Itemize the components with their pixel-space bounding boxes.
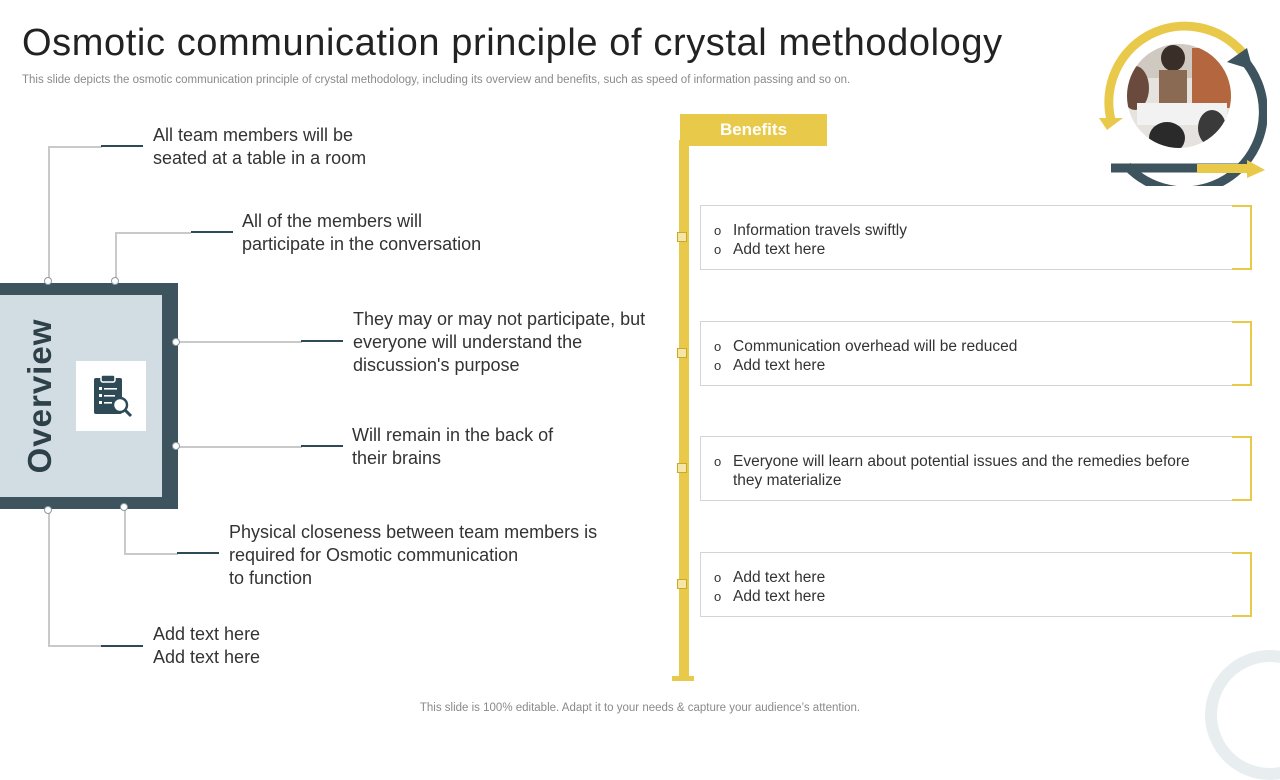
benefit-card (700, 436, 1252, 501)
connector-dot (172, 442, 180, 450)
card-accent (1232, 436, 1252, 501)
connector-dot (172, 338, 180, 346)
point-dash (101, 145, 143, 147)
benefits-title: Benefits (680, 114, 827, 146)
connector-line (124, 509, 126, 554)
overview-point-6: Add text here Add text here (153, 624, 261, 667)
connector-line (48, 645, 102, 647)
connector-line (48, 146, 102, 148)
overview-label: Overview (21, 318, 58, 474)
timeline-marker (677, 579, 687, 589)
connector-line (48, 512, 50, 646)
benefit-line: o Information travels swiftly (714, 222, 907, 239)
connector-line (115, 232, 117, 281)
point-dash (301, 445, 343, 447)
clipboard-search-icon (76, 361, 146, 431)
page-subtitle: This slide depicts the osmotic communication principle of crystal methodology, including its overview and benefits, such as speed of information passing and so on. (22, 74, 851, 86)
benefits-timeline-foot (672, 676, 694, 681)
meeting-photo (1117, 38, 1247, 158)
overview-point-5: Physical closeness between team members is required for Osmotic communication to function (229, 522, 598, 588)
point-dash (101, 645, 143, 647)
benefit-line: o Add text here (714, 569, 826, 586)
decorative-ring (1205, 650, 1280, 780)
point-dash (177, 552, 219, 554)
overview-point-1: All team members will be seated at a table in a room (153, 125, 367, 168)
benefits-timeline-bar (679, 140, 689, 678)
connector-line (48, 146, 50, 281)
footer-note: This slide is 100% editable. Adapt it to your needs & capture your audience’s attention. (419, 702, 861, 714)
team-photo-graphic (1097, 18, 1267, 186)
connector-line (124, 553, 178, 555)
benefit-line: o Add text here (714, 588, 826, 605)
timeline-marker (677, 348, 687, 358)
connector-line (115, 232, 191, 234)
connector-dot (44, 506, 52, 514)
benefit-line: o Add text here (714, 357, 826, 374)
benefit-card (700, 552, 1252, 617)
timeline-marker (677, 232, 687, 242)
connector-line (178, 446, 302, 448)
benefit-line: o Communication overhead will be reduced (714, 338, 1018, 355)
point-dash (191, 231, 233, 233)
connector-line (178, 341, 302, 343)
page-title: Osmotic communication principle of crystal methodology (22, 22, 1003, 64)
benefit-line: o Add text here (714, 241, 826, 258)
overview-point-4: Will remain in the back of their brains (352, 425, 554, 468)
overview-point-2: All of the members will participate in the conversation (242, 211, 482, 254)
connector-dot (120, 503, 128, 511)
connector-dot (111, 277, 119, 285)
overview-point-3: They may or may not participate, but everyone will understand the discussion's purpose (353, 309, 646, 375)
benefit-card (700, 321, 1252, 386)
timeline-marker (677, 463, 687, 473)
connector-dot (44, 277, 52, 285)
circular-arrows-icon (1097, 18, 1267, 186)
benefit-line: o Everyone will learn about potential issues and the remedies before they materialize (714, 453, 1190, 489)
benefit-card (700, 205, 1252, 270)
point-dash (301, 340, 343, 342)
